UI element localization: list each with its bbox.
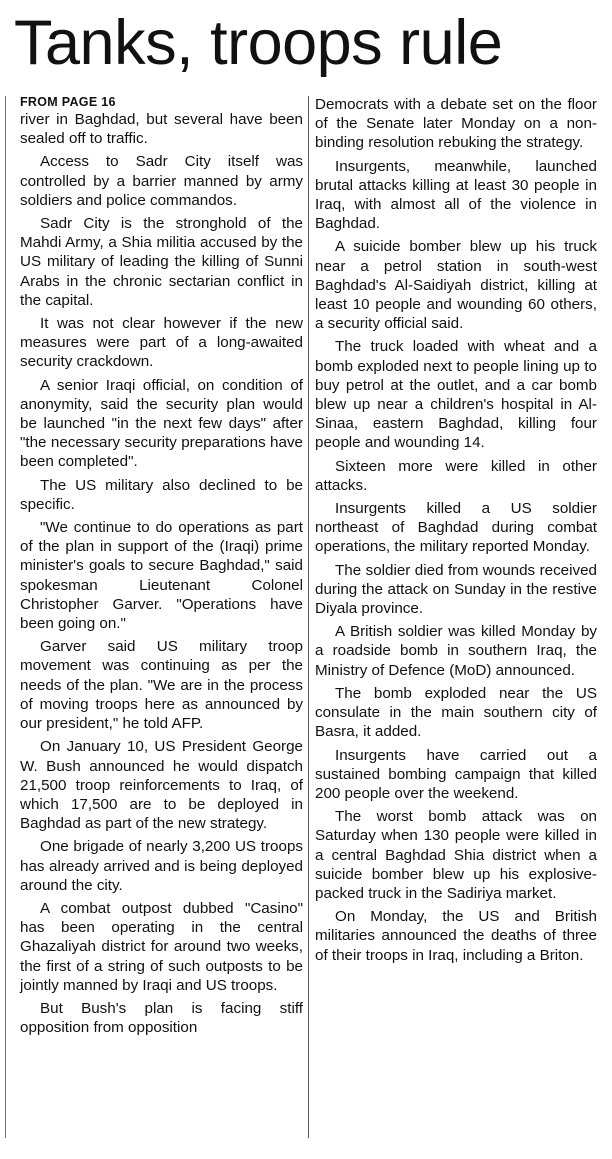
paragraph: Insurgents have carried out a sustained bombing campaign that killed 200 people over the weekend. [315, 746, 597, 802]
paragraph: The soldier died from wounds received during the attack on Sunday in the restive Diyala province. [315, 561, 597, 618]
paragraph: Sixteen more were killed in other attacks. [315, 457, 597, 494]
paragraph: Sadr City is the stronghold of the Mahdi Army, a Shia militia accused by the US military of leading the killing of Sunni Arabs in the chronic sectarian conflict in the capital. [20, 215, 303, 309]
paragraph: It was not clear however if the new measures were part of a long-awaited security crackdown. [20, 315, 303, 371]
paragraph: river in Baghdad, but several have been sealed off to traffic. [20, 111, 303, 148]
paragraph: But Bush's plan is facing stiff opposition from opposition [20, 999, 303, 1037]
paragraph: A suicide bomber blew up his truck near a petrol station in south-west Baghdad's Al-Saidiyah district, killing at least 10 people and wounding 60 others, a security official said. [315, 238, 597, 333]
paragraph: A combat outpost dubbed "Casino" has been operating in the central Ghazaliyah district for around two weeks, the first of a string of such outposts to be jointly manned by Iraqi and US troops. [20, 899, 303, 994]
paragraph: Democrats with a debate set on the floor of the Senate later Monday on a non-binding resolution rebuking the strategy. [315, 96, 597, 152]
paragraph: Insurgents killed a US soldier northeast of Baghdad during combat operations, the military reported Monday. [315, 500, 597, 556]
continuation-kicker: FROM PAGE 16 [20, 95, 116, 109]
column-divider [308, 96, 309, 1138]
left-edge-rule [5, 96, 6, 1138]
article-column-right [315, 95, 597, 969]
paragraph: The US military also declined to be specific. [20, 476, 303, 513]
paragraph: The bomb exploded near the US consulate in the main southern city of Basra, it added. [315, 684, 597, 741]
paragraph: The worst bomb attack was on Saturday when 130 people were killed in a central Baghdad Shia district when a suicide bomber blew up his explosive-packed truck in the Sadiriya market. [315, 808, 597, 902]
paragraph: On Monday, the US and British militaries announced the deaths of three of their troops in Iraq, including a Briton. [315, 908, 597, 964]
article-column-left [20, 95, 303, 1041]
paragraph: On January 10, US President George W. Bush announced he would dispatch 21,500 troop reinforcements to Iraq, of which 17,500 are to be deployed in Baghdad as part of the new strategy. [20, 738, 303, 833]
paragraph: Insurgents, meanwhile, launched brutal attacks killing at least 30 people in Iraq, with almost all of the violence in Baghdad. [315, 157, 597, 233]
paragraph: Access to Sadr City itself was controlled by a barrier manned by army soldiers and police commandos. [20, 153, 303, 209]
paragraph: A senior Iraqi official, on condition of anonymity, said the security plan would be launched "in the next few days" after "the necessary security preparations have been completed". [20, 376, 303, 471]
paragraph: One brigade of nearly 3,200 US troops has already arrived and is being deployed around the city. [20, 838, 303, 894]
paragraph: The truck loaded with wheat and a bomb exploded next to people lining up to buy petrol at the outlet, and a car bomb blew up near a children's hospital in Al-Sinaa, eastern Baghdad, killing four people and wounding 14. [315, 338, 597, 452]
headline: Tanks, troops rule [14, 8, 503, 78]
paragraph: A British soldier was killed Monday by a roadside bomb in southern Iraq, the Ministry of Defence (MoD) announced. [315, 623, 597, 679]
paragraph: Garver said US military troop movement was continuing as per the needs of the plan. "We are in the process of moving troops here as announced by our president," he told AFP. [20, 638, 303, 733]
paragraph: "We continue to do operations as part of the plan in support of the (Iraqi) prime minister's goals to secure Baghdad," said spokesman Lieutenant Colonel Christopher Garver. "Operations have been going on." [20, 519, 303, 633]
